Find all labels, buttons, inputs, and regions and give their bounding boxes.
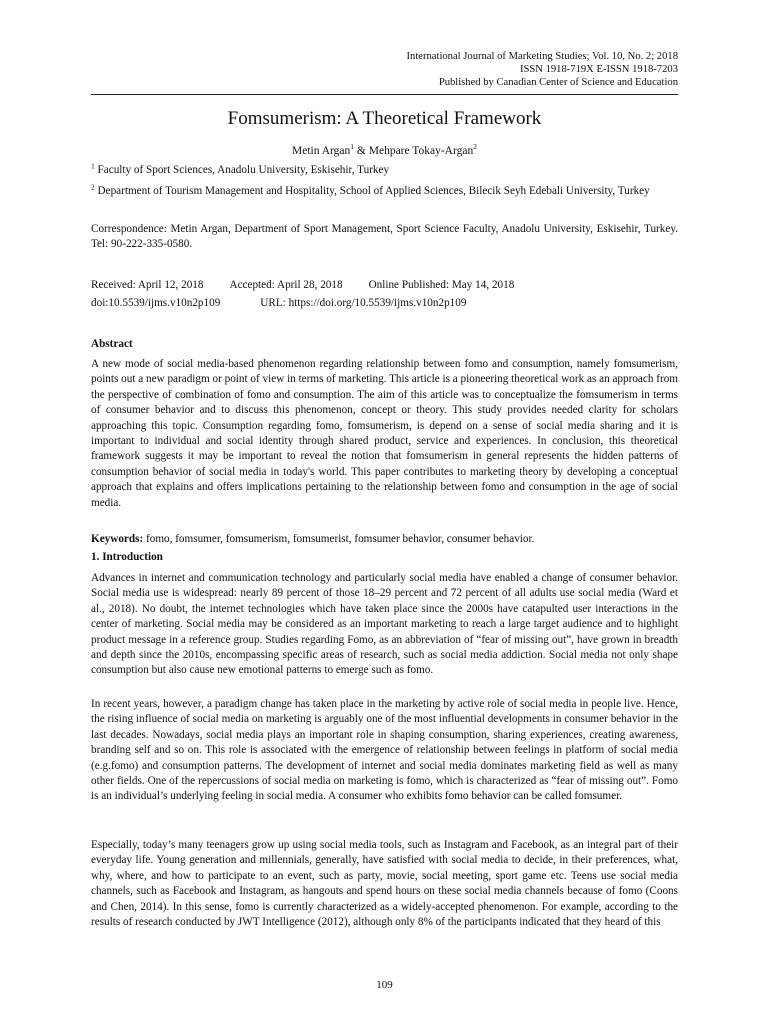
submission-dates <box>91 276 514 294</box>
issn-line: ISSN 1918-719X E-ISSN 1918-7203 <box>519 64 678 76</box>
affiliation-marker: 1 <box>91 161 95 171</box>
keywords-text: fomo, fomsumer, fomsumerism, fomsumerist, fomsumer behavior, consumer behavior. <box>143 533 535 545</box>
author-line <box>91 142 678 157</box>
abstract-heading: Abstract <box>91 338 133 350</box>
body-paragraph: Advances in internet and communication technology and particularly social media have enabled a change of consumer behavior. Social media use is widespread: nearly 89 percent of those 18–29 percent and 72 percent of all adults use social media (Ward et al., 2018). No doubt, the internet technologies which have taken place since the 2000s have catapulted user interactions in the center of marketing. Social media may be considered as an important marketing to reach a large target audience and to highlight product message in a reference group. Studies regarding Fomo, as an abbreviation of “fear of missing out”, have grown in breadth and depth since the 2010s, encompassing specific areas of research, such as social media addiction. Social media not only shape consumption but also cause new emotional patterns to emerge such as fomo. <box>91 572 678 677</box>
author-affiliation-marker: 1 <box>350 142 355 152</box>
journal-header <box>91 50 678 90</box>
author-affiliation-marker: 2 <box>473 142 477 152</box>
keywords <box>91 532 678 547</box>
affiliation-marker: 2 <box>91 182 95 192</box>
received-date: Received: April 12, 2018 <box>91 279 204 291</box>
keywords-label: Keywords: <box>91 533 144 545</box>
introduction-heading: 1. Introduction <box>91 551 163 563</box>
paper-title: Fomsumerism: A Theoretical Framework <box>227 108 542 129</box>
affiliation-2 <box>91 184 678 199</box>
author-name: Mehpare Tokay-Argan <box>368 145 474 157</box>
affiliation-1 <box>91 163 678 178</box>
affiliation-text: Faculty of Sport Sciences, Anadolu University, Eskisehir, Turkey <box>94 164 390 176</box>
author-name: Metin Argan <box>292 145 351 157</box>
doi-line <box>91 294 466 312</box>
header-divider <box>91 94 678 95</box>
accepted-date: Accepted: April 28, 2018 <box>229 279 343 291</box>
publisher-line: Published by Canadian Center of Science and Education <box>438 77 678 89</box>
doi-text: doi:10.5539/ijms.v10n2p109 <box>91 297 221 309</box>
author-connector: & <box>354 145 369 157</box>
doi-url[interactable]: URL: https://doi.org/10.5539/ijms.v10n2p109 <box>260 297 467 309</box>
correspondence: Correspondence: Metin Argan, Department of Sport Management, Sport Science Faculty, Anadolu University, Eskisehir, Turkey. Tel: 90-222-335-0580. <box>91 223 678 251</box>
body-paragraph: Especially, today’s many teenagers grow up using social media tools, such as Instagram and Facebook, as an integral part of their everyday life. Young generation and millennials, generally, have satisfied with social media to decide, in their preferences, what, why, where, and how to participate to an event, such as party, movie, social meeting, sport game etc. Teens use social media channels, such as Facebook and Instagram, as hangouts and spend hours on these social media channels because of fomo (Coons and Chen, 2014). In this sense, fomo is currently characterized as a widely-accepted phenomenon. For example, according to the results of research conducted by JWT Intelligence (2012), although only 8% of the participants indicated that they heard of this <box>91 839 678 929</box>
journal-name-line: International Journal of Marketing Studies; Vol. 10, No. 2; 2018 <box>406 51 678 62</box>
page-number: 109 <box>376 979 393 991</box>
published-date: Online Published: May 14, 2018 <box>368 279 515 291</box>
body-paragraph: In recent years, however, a paradigm change has taken place in the marketing by active role of social media in people live. Hence, the rising influence of social media on marketing is arguably one of the most influential developments in consumer behavior in the last decades. Nowadays, social media plays an important role in shaping consumption, sharing experiences, creating awareness, branding self and so on. This role is associated with the emergence of relationship between feelings in platform of social media (e.g.fomo) and consumption patterns. The development of internet and social media dominates marketing field as well as many other fields. One of the repercussions of social media on marketing is fomo, which is characterized as “fear of missing out”. Fomo is an individual’s underlying feeling in social media. A consumer who exhibits fomo behavior can be called fomsumer. <box>91 698 678 803</box>
abstract-text: A new mode of social media-based phenomenon regarding relationship between fomo and consumption, namely fomsumerism, points out a new paradigm or point of view in terms of marketing. This article is a pioneering theoretical work as an approach from the perspective of combination of fomo and consumption. The aim of this article was to conceptualize the fomsumerism in terms of consumer behavior and to discuss this phenomenon, concept or theory. This study provides needed clarity for scholars approaching this topic. Consumption regarding fomo, fomsumerism, is depend on a sense of social media sharing and it is important to individual and social identity through shared product, service and experiences. In conclusion, this theoretical framework suggests it may be important to reveal the notion that fomsumerism in general represents the hidden patterns of consumption behavior of social media in today's world. This paper contributes to marketing theory by developing a conceptual approach that explains and offers implications pertaining to the relationship between fomo and consumption in the age of social media. <box>91 358 678 509</box>
affiliation-text: Department of Tourism Management and Hospitality, School of Applied Sciences, Bilecik Seyh Edebali University, Turkey <box>94 185 650 197</box>
